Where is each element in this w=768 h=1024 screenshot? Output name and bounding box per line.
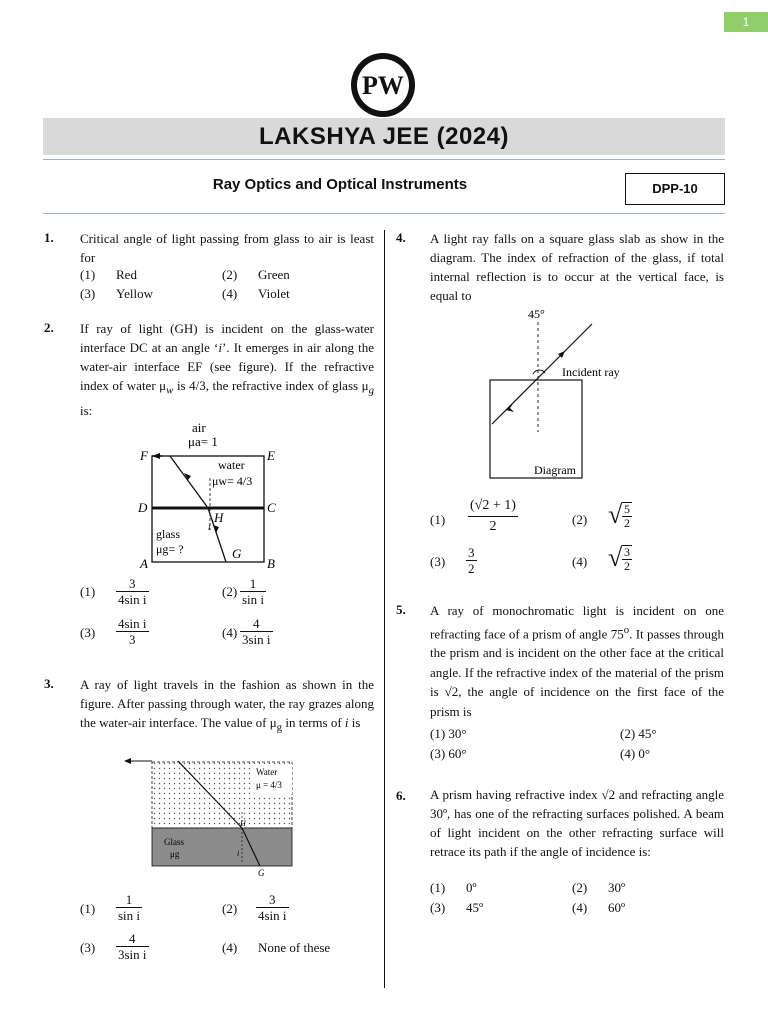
svg-text:G: G <box>258 868 265 878</box>
q3-opt1: $\frac{1}{\text{sin i}}$ <box>118 892 141 923</box>
svg-text:water: water <box>218 458 245 472</box>
q1-opt4-num: (4) <box>222 286 238 301</box>
q6-opt4: 60º <box>608 900 626 915</box>
q3-opt3-num: (3) <box>80 940 96 955</box>
q1-opt1-num: (1) <box>80 267 96 282</box>
svg-text:Glass: Glass <box>164 837 184 847</box>
q6-opt2: 30º <box>608 880 626 895</box>
q2-opt2: $\frac{1}{\text{sin i}}$ <box>242 576 265 607</box>
q4-figure <box>470 304 640 484</box>
q1-opt2-num: (2) <box>222 267 238 282</box>
svg-text:D: D <box>138 500 148 515</box>
q2-opt4-num: (4) <box>222 625 238 640</box>
q6-opt1-num: (1) <box>430 880 446 895</box>
svg-text:B: B <box>267 556 275 571</box>
svg-text:F: F <box>140 448 148 463</box>
q2-opt3-num: (3) <box>80 625 96 640</box>
q6-opt3-num: (3) <box>430 900 446 915</box>
svg-text:Water: Water <box>256 767 278 777</box>
topic-title: Ray Optics and Optical Instruments <box>212 176 468 193</box>
q6-number: 6. <box>396 788 406 803</box>
q6-text: A prism having refractive index √2 and refracting angle 30º, has one of the refracting surfaces polished. A beam of light incident on the other refracting surface will retrace its path if the angle of incidence is: <box>430 787 724 859</box>
svg-text:G: G <box>232 546 242 561</box>
q4-opt4: $\frac{3}{2}$ <box>624 545 630 573</box>
q5-text: A ray of monochromatic light is incident on one refracting face of a prism of angle 75$^o$. It passes through the prism and is incident on the other face at the critical angle. If the refractive index of the material of the prism is √2, the angle of incidence on the first face of the prism is <box>430 603 725 719</box>
svg-text:i: i <box>208 522 211 532</box>
pw-logo <box>350 52 416 118</box>
q4-opt1-num: (1) <box>430 512 446 527</box>
q2-figure <box>130 418 290 574</box>
page-number: 1 <box>724 12 768 32</box>
q5-number: 5. <box>396 602 406 617</box>
q1-opt4: Violet <box>258 286 290 301</box>
svg-text:glass: glass <box>156 527 180 541</box>
svg-text:μg: μg <box>170 849 180 859</box>
q5-opt4: (4) 0° <box>620 746 651 761</box>
header-rule-bottom <box>43 213 725 214</box>
q4-opt2-num: (2) <box>572 512 588 527</box>
svg-text:H: H <box>214 510 224 525</box>
q2-opt3: $\frac{\text{4sin i}}{3}$ <box>118 616 147 647</box>
q3-opt2-num: (2) <box>222 901 238 916</box>
svg-text:H: H <box>240 819 246 828</box>
logo-text: PW <box>362 71 404 100</box>
q1-opt2: Green <box>258 267 290 282</box>
q3-opt4-num: (4) <box>222 940 238 955</box>
q6-opt2-num: (2) <box>572 880 588 895</box>
q4-opt3: $\frac{3}{2}$ <box>468 545 475 576</box>
q3-number: 3. <box>44 676 54 691</box>
svg-text:45°: 45° <box>528 307 545 321</box>
q2-opt1: $\frac{3}{\text{4sin i}}$ <box>118 576 147 607</box>
q3-opt3: $\frac{4}{\text{3sin i}}$ <box>118 931 147 962</box>
q4-number: 4. <box>396 230 406 245</box>
q4-opt4-num: (4) <box>572 554 588 569</box>
q4-text: A light ray falls on a square glass slab as show in the diagram. The index of refraction of the glass, if total internal reflection is to occur at the vertical face, is equal to <box>430 231 724 303</box>
q4-opt4-root-icon: √ <box>608 543 623 572</box>
q4-opt2: $\frac{5}{2}$ <box>624 502 630 530</box>
q1-number: 1. <box>44 230 54 245</box>
q3-text: A ray of light travels in the fashion as shown in the figure. After passing through water, the ray grazes along the water-air interface. The value of $\mu_g$ in terms of i is <box>80 677 374 734</box>
svg-text:air: air <box>192 420 206 435</box>
q2-opt2-num: (2) <box>222 584 238 599</box>
svg-text:E: E <box>267 448 275 463</box>
q5-opt1: (1) 30° <box>430 726 467 741</box>
dpp-label: DPP-10 <box>625 173 725 205</box>
svg-text:μ = 4/3: μ = 4/3 <box>256 780 282 790</box>
q2-opt4: $\frac{4}{\text{3sin i}}$ <box>242 616 271 647</box>
svg-text:μg= ?: μg= ? <box>156 542 184 556</box>
svg-text:C: C <box>267 500 276 515</box>
svg-text:Diagram: Diagram <box>534 463 576 477</box>
q4-opt3-num: (3) <box>430 554 446 569</box>
q1-opt3-num: (3) <box>80 286 96 301</box>
svg-text:i: i <box>237 849 240 858</box>
q6-opt3: 45º <box>466 900 484 915</box>
svg-text:Incident ray: Incident ray <box>562 365 620 379</box>
q6-opt1: 0º <box>466 880 477 895</box>
q6-opt4-num: (4) <box>572 900 588 915</box>
q5-opt2: (2) 45° <box>620 726 657 741</box>
q2-opt1-num: (1) <box>80 584 96 599</box>
q1-opt3: Yellow <box>116 286 153 301</box>
q1-opt1: Red <box>116 267 137 282</box>
q4-opt1: $\frac{(√2 + 1)}{2}$ <box>470 498 516 534</box>
banner-title: LAKSHYA JEE (2024) <box>43 118 725 155</box>
q3-opt1-num: (1) <box>80 901 96 916</box>
q2-text: If ray of light (GH) is incident on the glass-water interface DC at an angle ‘i’. It emerges in air along the water-air interface EF (see figure). If the refractive index of water $\mu_w$ is 4/3, the refractive index of glass $\mu_g$ is: <box>80 321 375 418</box>
column-divider <box>384 230 385 988</box>
header-rule <box>43 159 725 160</box>
svg-text:μw= 4/3: μw= 4/3 <box>212 474 253 488</box>
q1-text: Critical angle of light passing from glass to air is least for <box>80 231 374 265</box>
q2-number: 2. <box>44 320 54 335</box>
q3-figure <box>118 752 298 880</box>
q4-opt2-root-icon: √ <box>608 500 623 529</box>
svg-text:μa= 1: μa= 1 <box>188 434 218 449</box>
q5-opt3: (3) 60° <box>430 746 467 761</box>
q3-opt4: None of these <box>258 940 331 955</box>
q3-opt2: $\frac{3}{\text{4sin i}}$ <box>258 892 287 923</box>
svg-text:A: A <box>140 556 148 571</box>
